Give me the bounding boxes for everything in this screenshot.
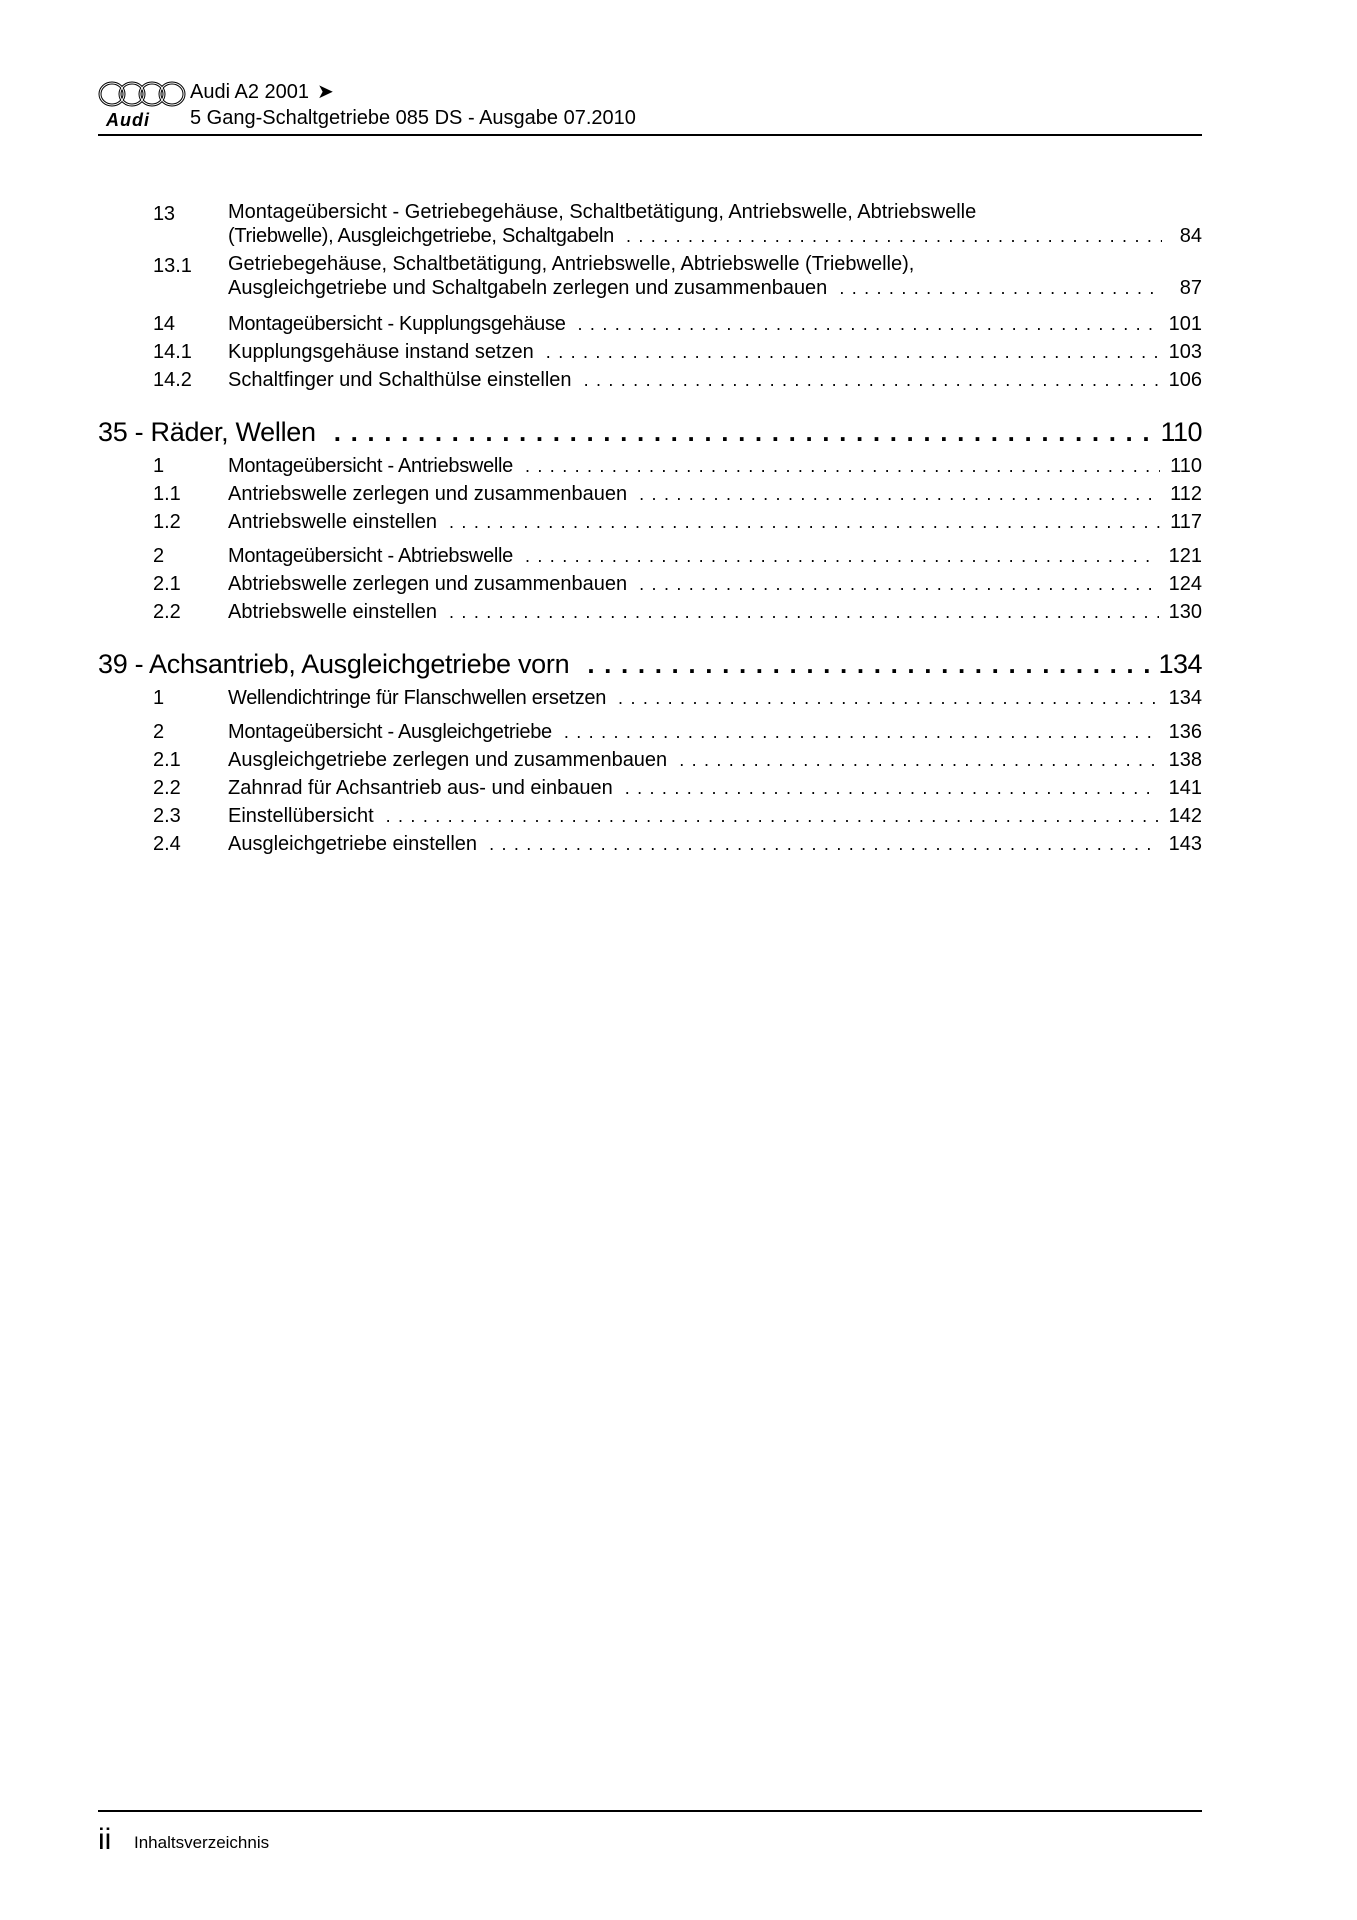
document-title-text: Audi A2 2001 [190, 81, 309, 103]
toc-entry-number: 2.1 [153, 749, 181, 771]
toc-entry-number: 2.4 [153, 833, 181, 855]
toc-entry-title: Wellendichtringe für Flanschwellen ersetzen [228, 687, 607, 709]
toc-entry-title: Montageübersicht - Ausgleichgetriebe [228, 721, 552, 743]
toc-section-page: 134 [1158, 649, 1202, 679]
toc-entry-39-2-4[interactable] [98, 830, 1202, 858]
toc-entry-page: 112 [1170, 483, 1202, 505]
toc-entry-14-1[interactable] [98, 338, 1202, 366]
toc-entry-39-1[interactable] [98, 684, 1202, 712]
toc-entry-number: 1.1 [153, 483, 181, 505]
arrow-right-icon: ➤ [317, 81, 334, 103]
toc-entry-number: 2 [153, 545, 164, 567]
audi-brand-wordmark: Audi [106, 110, 150, 130]
toc-entry-title-line2: (Triebwelle), Ausgleichgetriebe, Schaltgabeln [228, 225, 614, 247]
toc-section-title: 39 - Achsantrieb, Ausgleichgetriebe vorn [98, 649, 570, 679]
toc-entry-number: 13 [153, 203, 175, 225]
toc-leader-dots [839, 276, 1162, 300]
toc-entry-title: Kupplungsgehäuse instand setzen [228, 341, 534, 363]
toc-entry-title: Montageübersicht - Abtriebswelle [228, 545, 513, 567]
toc-entry-page: 87 [1179, 277, 1202, 299]
toc-entry-title: Abtriebswelle einstellen [228, 601, 438, 623]
document-subtitle: 5 Gang-Schaltgetriebe 085 DS - Ausgabe 07.2010 [190, 107, 636, 129]
toc-entry-number: 1 [153, 455, 164, 477]
toc-entry-number: 14.1 [153, 341, 192, 363]
toc-entry-14-2[interactable] [98, 366, 1202, 394]
toc-entry-title: Montageübersicht - Kupplungsgehäuse [228, 313, 566, 335]
toc-entry-title-line1: Getriebegehäuse, Schaltbetätigung, Antriebswelle, Abtriebswelle (Triebwelle), [228, 253, 915, 275]
toc-entry-title-line2: Ausgleichgetriebe und Schaltgabeln zerlegen und zusammenbauen [228, 277, 828, 299]
toc-entry-13-1[interactable] [98, 252, 1202, 304]
toc-leader-dots [386, 802, 1159, 830]
toc-entry-39-2[interactable] [98, 718, 1202, 746]
toc-entry-page: 142 [1168, 805, 1202, 827]
toc-entry-title: Ausgleichgetriebe zerlegen und zusammenbauen [228, 749, 668, 771]
toc-entry-number: 1.2 [153, 511, 181, 533]
toc-entry-number: 2 [153, 721, 164, 743]
toc-entry-number: 2.3 [153, 805, 181, 827]
toc-leader-dots [546, 338, 1159, 366]
footer-section-label: Inhaltsverzeichnis [134, 1833, 270, 1852]
toc-leader-dots [639, 570, 1158, 598]
toc-entry-35-2-1[interactable] [98, 570, 1202, 598]
toc-entry-page: 106 [1168, 369, 1202, 391]
toc-entry-14[interactable] [98, 310, 1202, 338]
page-number: ii [98, 1823, 112, 1856]
toc-leader-dots [525, 452, 1160, 480]
toc-entry-title: Einstellübersicht [228, 805, 374, 827]
toc-entry-page: 121 [1168, 545, 1202, 567]
toc-entry-13[interactable] [98, 200, 1202, 252]
toc-leader-dots [584, 366, 1159, 394]
toc-entry-page: 138 [1168, 749, 1202, 771]
toc-entry-page: 124 [1168, 573, 1202, 595]
document-title [190, 80, 334, 104]
toc-entry-title: Ausgleichgetriebe einstellen [228, 833, 478, 855]
toc-entry-39-2-3[interactable] [98, 802, 1202, 830]
toc-leader-dots [564, 718, 1159, 746]
toc-entry-title: Montageübersicht - Antriebswelle [228, 455, 513, 477]
toc-entry-number: 13.1 [153, 255, 192, 277]
toc-entry-page: 117 [1170, 511, 1202, 533]
toc-entry-number: 2.2 [153, 777, 181, 799]
toc-entry-title: Antriebswelle einstellen [228, 511, 438, 533]
toc-entry-title: Abtriebswelle zerlegen und zusammenbauen [228, 573, 628, 595]
toc-entry-title: Zahnrad für Achsantrieb aus- und einbauen [228, 777, 613, 799]
page-footer [98, 1810, 1202, 1858]
toc-leader-dots [679, 746, 1158, 774]
toc-entry-page: 134 [1168, 687, 1202, 709]
toc-entry-35-2-2[interactable] [98, 598, 1202, 626]
toc-entry-page: 141 [1168, 777, 1202, 799]
toc-entry-title: Antriebswelle zerlegen und zusammenbauen [228, 483, 628, 505]
toc-entry-number: 14.2 [153, 369, 192, 391]
toc-entry-number: 2.1 [153, 573, 181, 595]
toc-leader-dots [626, 224, 1162, 248]
toc-entry-title: Schaltfinger und Schalthülse einstellen [228, 369, 572, 391]
toc-entry-page: 84 [1179, 225, 1202, 247]
toc-entry-35-1-2[interactable] [98, 508, 1202, 536]
toc-leader-dots [489, 830, 1159, 858]
toc-entry-page: 130 [1168, 601, 1202, 623]
toc-section-35[interactable] [98, 412, 1202, 452]
toc-section-page: 110 [1160, 417, 1202, 447]
toc-entry-page: 110 [1170, 455, 1202, 477]
table-of-contents [98, 200, 1202, 858]
toc-leader-dots [639, 480, 1160, 508]
toc-leader-dots [449, 598, 1159, 626]
toc-leader-dots [578, 310, 1159, 338]
toc-leader-dots [334, 412, 1153, 452]
toc-entry-title-line1: Montageübersicht - Getriebegehäuse, Schaltbetätigung, Antriebswelle, Abtriebswelle [228, 201, 977, 223]
toc-entry-39-2-2[interactable] [98, 774, 1202, 802]
toc-entry-page: 103 [1168, 341, 1202, 363]
toc-entry-page: 143 [1168, 833, 1202, 855]
toc-entry-number: 14 [153, 313, 175, 335]
toc-leader-dots [618, 684, 1159, 712]
toc-entry-page: 136 [1168, 721, 1202, 743]
toc-leader-dots [525, 542, 1159, 570]
toc-leader-dots [587, 644, 1150, 684]
toc-entry-39-2-1[interactable] [98, 746, 1202, 774]
toc-section-39[interactable] [98, 644, 1202, 684]
toc-entry-35-1[interactable] [98, 452, 1202, 480]
toc-entry-35-1-1[interactable] [98, 480, 1202, 508]
toc-entry-35-2[interactable] [98, 542, 1202, 570]
toc-entry-page: 101 [1168, 313, 1202, 335]
toc-leader-dots [449, 508, 1160, 536]
toc-entry-number: 1 [153, 687, 164, 709]
page-header [98, 78, 1202, 136]
toc-entry-number: 2.2 [153, 601, 181, 623]
toc-leader-dots [625, 774, 1159, 802]
toc-section-title: 35 - Räder, Wellen [98, 417, 316, 447]
